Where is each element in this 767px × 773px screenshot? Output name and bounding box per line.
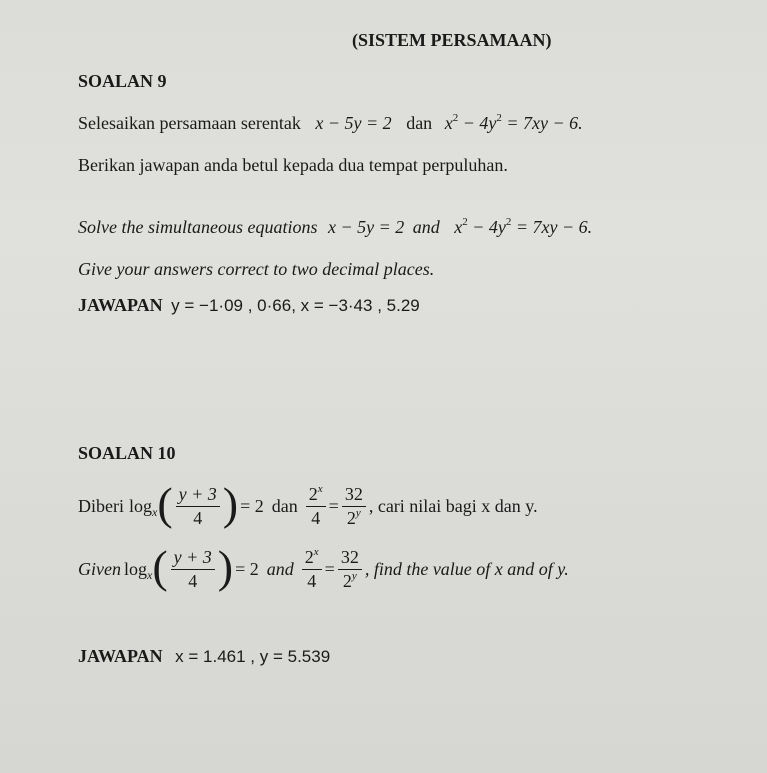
connector-and: and xyxy=(266,558,294,579)
connector-dan: dan xyxy=(271,495,298,516)
english-given: Given xyxy=(78,558,121,579)
connector-dan: dan xyxy=(406,113,433,133)
log-rhs-en: = 2 xyxy=(235,558,259,579)
equals-sign-en: = xyxy=(324,558,335,579)
question-10-heading: SOALAN 10 xyxy=(78,443,176,463)
equals-sign: = xyxy=(328,495,339,516)
question-10-malay-text: Diberi $\log_x$ ( $\frac{y + 3}{4}$ ) = 2 dan $\frac{2^x}{4}$ = $\frac{32}{2^y}$ , cari nilai bagi x dan y. xyxy=(78,478,538,529)
question-9-answer xyxy=(78,295,420,316)
malay-intro: Selesaikan persamaan serentak xyxy=(78,113,301,133)
malay-tail: , cari nilai bagi x dan y. xyxy=(368,495,538,516)
answer-label: JAWAPAN xyxy=(78,646,163,666)
english-tail: , find the value of x and of y. xyxy=(364,558,569,579)
question-9-english-instruction: Give your answers correct to two decimal places. xyxy=(78,259,435,279)
answer-label: JAWAPAN xyxy=(78,295,163,315)
answer-value: x = 1.461 , y = 5.539 xyxy=(175,647,331,666)
power-fraction-right-en: $\frac{32}{2^y}$ xyxy=(338,547,362,591)
equation-quadratic-en: $x^2 - 4y^2 = 7xy - 6$. xyxy=(454,216,593,237)
question-9-malay-instruction: Berikan jawapan anda betul kepada dua tempat perpuluhan. xyxy=(78,155,508,175)
equation-linear-en: x − 5y = 2 xyxy=(327,217,405,237)
page-title: (SISTEM PERSAMAAN) xyxy=(352,30,552,50)
question-9-heading: SOALAN 9 xyxy=(78,71,167,91)
log-fraction: $\frac{y + 3}{4}$ xyxy=(176,484,220,528)
log-fraction-en: $\frac{y + 3}{4}$ xyxy=(171,547,215,591)
question-10-answer xyxy=(78,646,330,667)
log-expression: $\log_x$ xyxy=(128,495,158,519)
question-10-english-text: Given $\log_x$ ( $\frac{y + 3}{4}$ ) = 2 and $\frac{2^x}{4}$ = $\frac{32}{2^y}$ , find the value of x and of y. xyxy=(78,541,569,592)
equation-quadratic: $x^2 - 4y^2 = 7xy - 6$. xyxy=(444,112,583,133)
equation-linear: x − 5y = 2 xyxy=(315,113,392,133)
power-fraction-left-en: $\frac{2^x}{4}$ xyxy=(302,547,322,591)
question-9-english-text xyxy=(78,217,592,238)
log-rhs: = 2 xyxy=(240,495,264,516)
power-fraction-right: $\frac{32}{2^y}$ xyxy=(342,484,366,528)
english-intro: Solve the simultaneous equations xyxy=(78,217,318,237)
connector-and: and xyxy=(412,217,440,237)
question-9-malay-text xyxy=(78,113,583,134)
power-fraction-left: $\frac{2^x}{4}$ xyxy=(306,484,326,528)
answer-value: y = −1·09 , 0·66, x = −3·43 , 5.29 xyxy=(171,296,420,315)
malay-given: Diberi xyxy=(78,495,124,516)
log-expression-en: $\log_x$ xyxy=(123,558,153,582)
